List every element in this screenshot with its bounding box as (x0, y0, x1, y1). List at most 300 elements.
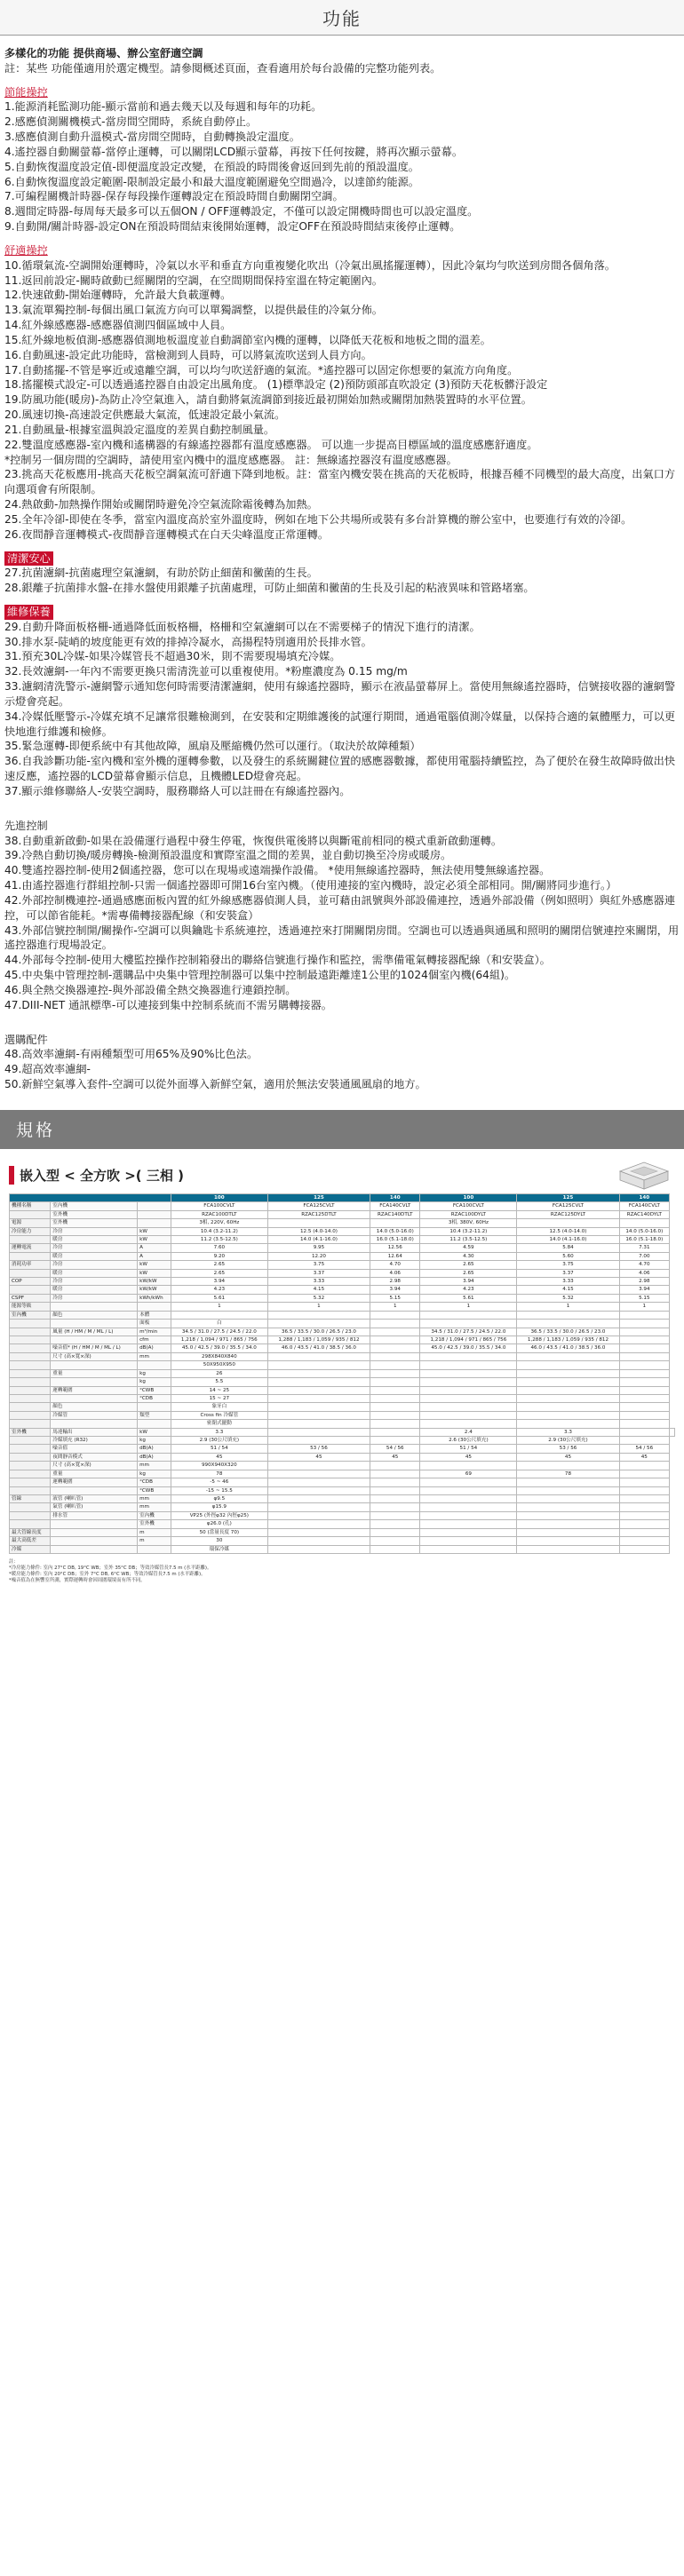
feature-item: 4.遙控器自動關螢幕-當停止運轉，可以關閉LCD顯示螢幕，再按下任何按鍵，將再次顯示螢幕。 (4, 145, 464, 158)
spec-label-cell: 運轉範圍 (51, 1478, 138, 1486)
spec-row (10, 1537, 675, 1545)
spec-value-cell: 45 (370, 1453, 420, 1461)
spec-value-cell: 4.70 (370, 1261, 420, 1269)
spec-label-cell: kW/kW (138, 1286, 171, 1294)
spec-value-cell: φ15.9 (171, 1503, 267, 1511)
spec-value-cell (370, 1495, 420, 1503)
spec-value-cell: Cross fin 冷媒管 (171, 1411, 267, 1419)
spec-value-cell (370, 1369, 420, 1377)
spec-value-cell (370, 1520, 420, 1528)
spec-value-cell (517, 1478, 619, 1486)
spec-value-cell: 5.15 (370, 1294, 420, 1302)
spec-row (10, 1503, 675, 1511)
spec-row (10, 1511, 675, 1519)
spec-value-cell (619, 1320, 669, 1328)
spec-row (10, 1311, 675, 1319)
spec-note: 註： (9, 1558, 19, 1565)
ceiling-cassette-unit-image (613, 1159, 675, 1193)
spec-row (10, 1286, 675, 1294)
spec-row (10, 1411, 675, 1419)
spec-label-cell (10, 1437, 51, 1445)
spec-value-cell (370, 1486, 420, 1494)
spec-value-cell (619, 1537, 669, 1545)
spec-row (10, 1269, 675, 1277)
spec-value-cell (370, 1403, 420, 1411)
spec-label-cell: mm (138, 1462, 171, 1470)
spec-value-cell (619, 1462, 669, 1470)
feature-item: 49.超高效率濾網- (4, 1063, 91, 1076)
spec-label-cell (138, 1420, 171, 1428)
feature-item: 44.外部每令控制-使用大樓監控操作控制箱發出的聯絡信號進行操作和監控，需準備電氣轉接器配線（和安裝盒）。 (4, 954, 551, 967)
spec-row (10, 1235, 675, 1243)
spec-value-cell: 34.5 / 31.0 / 27.5 / 24.5 / 22.0 (171, 1328, 267, 1336)
spec-value-cell (420, 1528, 517, 1536)
spec-value-cell: 14.0 (4.1-16.0) (517, 1235, 619, 1243)
spec-value-cell: 3.37 (517, 1269, 619, 1277)
spec-value-cell (370, 1537, 420, 1545)
spec-value-cell (619, 1344, 669, 1352)
spec-value-cell (267, 1369, 370, 1377)
spec-label-cell: kg (138, 1378, 171, 1386)
spec-value-cell (420, 1320, 517, 1328)
spec-title-row (9, 1158, 675, 1193)
spec-value-cell (420, 1520, 517, 1528)
spec-label-cell: 馬達輸出 (51, 1428, 138, 1436)
spec-value-cell (370, 1336, 420, 1344)
spec-value-cell: 12.20 (267, 1252, 370, 1260)
spec-label-cell: °CDB (138, 1478, 171, 1486)
spec-value-cell: 3.94 (171, 1278, 267, 1286)
spec-value-cell: 2.9 (30公尺填充) (517, 1437, 619, 1445)
spec-value-cell: 2.65 (171, 1261, 267, 1269)
spec-value-cell: 10.4 (3.2-11.2) (420, 1227, 517, 1235)
spec-value-cell (267, 1511, 370, 1519)
spec-label-cell: 電源 (10, 1219, 51, 1227)
spec-value-cell (619, 1411, 669, 1419)
spec-value-cell: 26 (171, 1369, 267, 1377)
spec-row (10, 1437, 675, 1445)
spec-label-cell (10, 1269, 51, 1277)
feature-item: 15.紅外線地板偵測-感應器偵測地板溫度並自動調節室內機的運轉，以降低天花板和地板之間的溫差。 (4, 333, 491, 346)
spec-value-cell: φ9.5 (171, 1495, 267, 1503)
spec-value-cell: 45 (517, 1453, 619, 1461)
spec-section (0, 1149, 684, 1584)
feature-item: 34.冷媒低壓警示-冷媒充填不足讓常很難檢測到，在安裝和定期維護後的試運行期間，通過電腦偵測冷媒量，以保持合適的氣體壓力，可以更快地進行維護和檢修。 (4, 709, 676, 738)
spec-value-cell (619, 1545, 669, 1553)
spec-label-cell (51, 1320, 138, 1328)
spec-value-cell: 7.31 (619, 1244, 669, 1252)
spec-value-cell: 4.06 (619, 1269, 669, 1277)
spec-value-cell (517, 1520, 619, 1528)
spec-value-cell (517, 1369, 619, 1377)
spec-value-cell: 30 (171, 1537, 267, 1545)
spec-label-cell: 液管 (喇叭管) (51, 1495, 138, 1503)
spec-label-cell: 室外機 (51, 1210, 138, 1218)
spec-value-cell: 16.0 (5.1-18.0) (619, 1235, 669, 1243)
feature-item: 5.自動恢復溫度設定值-即便溫度設定改變，在預設的時間後會返回到先前的預設溫度。 (4, 160, 419, 173)
spec-col-header: 140 (370, 1193, 420, 1201)
spec-label-cell: kg (138, 1369, 171, 1377)
page-header (0, 0, 684, 36)
spec-value-cell: 1 (267, 1303, 370, 1311)
spec-value-cell: 2.98 (619, 1278, 669, 1286)
spec-value-cell: 45 (267, 1453, 370, 1461)
spec-row (10, 1202, 675, 1210)
feature-item: 33.濾網清洗警示-濾網警示通知您何時需要清潔濾網，使用有線遙控器時，顯示在液晶螢幕屏上。當使用無線遙控器時，信號接收器的濾網警示燈會亮起。 (4, 680, 676, 708)
spec-value-cell (517, 1511, 619, 1519)
spec-value-cell: 4.06 (370, 1269, 420, 1277)
spec-row (10, 1210, 675, 1218)
spec-value-cell (267, 1528, 370, 1536)
feature-item: 2.感應偵測關機模式-當房間空閒時，系統自動停止。 (4, 115, 258, 129)
spec-value-cell: 54 / 56 (370, 1445, 420, 1453)
spec-row (10, 1478, 675, 1486)
spec-label-cell (138, 1210, 171, 1218)
spec-header-blank (10, 1193, 171, 1201)
spec-value-cell (517, 1528, 619, 1536)
spec-label-cell: kW (138, 1227, 171, 1235)
spec-label-cell: 暖房 (51, 1286, 138, 1294)
spec-value-cell (267, 1403, 370, 1411)
spec-value-cell: 46.0 / 43.5 / 41.0 / 38.5 / 36.0 (517, 1344, 619, 1352)
spec-label-cell: 暖房 (51, 1235, 138, 1243)
spec-row (10, 1278, 675, 1286)
feature-item: 20.風速切換-高速設定供應最大氣流，低速設定最小氣流。 (4, 408, 286, 422)
spec-value-cell (619, 1528, 669, 1536)
spec-label-cell (10, 1453, 51, 1461)
spec-label-cell: 室外機 (51, 1219, 138, 1227)
spec-row (10, 1386, 675, 1394)
feature-item: 24.熱啟動-加熱操作開始或關閉時避免冷空氣流除霜後轉為加熱。 (4, 498, 318, 511)
spec-value-cell: -5 ~ 46 (171, 1478, 267, 1486)
spec-value-cell: 36.5 / 33.5 / 30.0 / 26.5 / 23.0 (267, 1328, 370, 1336)
spec-label-cell: dB(A) (138, 1445, 171, 1453)
spec-value-cell: RZAC100DTLT (171, 1210, 267, 1218)
spec-value-cell: 3.37 (267, 1269, 370, 1277)
spec-value-cell (517, 1219, 619, 1227)
spec-label-cell (138, 1303, 171, 1311)
feature-item: 17.自動搖擺-不管是寧近或遠離空調，可以均勻吹送舒適的氣流。*遙控器可以固定你想要的氣流方向角度。 (4, 363, 519, 376)
spec-value-cell (267, 1394, 370, 1402)
spec-label-cell: CSPF (10, 1294, 51, 1302)
feature-item: 45.中央集中管理控制-選購品中央集中管理控制器可以集中控制最遠距離達1公里的1024個室內機(64組)。 (4, 969, 516, 982)
spec-label-cell: 顏色 (51, 1311, 138, 1319)
spec-label-cell (10, 1320, 51, 1328)
spec-label-cell: 冷房 (51, 1244, 138, 1252)
spec-value-cell (267, 1420, 370, 1428)
spec-value-cell: 12.5 (4.0-14.0) (267, 1227, 370, 1235)
spec-row (10, 1320, 675, 1328)
spec-row (10, 1428, 675, 1436)
spec-value-cell: FCA100CVLT (420, 1202, 517, 1210)
spec-label-cell (10, 1503, 51, 1511)
spec-label-cell: 冷媒填充 (R32) (51, 1437, 138, 1445)
spec-note: *暖房能力條件: 室內 20°C DB；室外 7°C DB, 6°C WB；等效冷媒管長7.5 m (水平距離)。 (9, 1572, 206, 1577)
spec-value-cell (267, 1386, 370, 1394)
spec-label-cell (10, 1386, 51, 1394)
spec-value-cell (517, 1537, 619, 1545)
spec-value-cell: FCA125CVLT (517, 1202, 619, 1210)
spec-label-cell (10, 1420, 51, 1428)
spec-value-cell: 1,218 / 1,094 / 971 / 865 / 756 (420, 1336, 517, 1344)
feature-item: 25.全年冷卻-即使在冬季，當室內溫度高於室外溫度時，例如在地下公共場所或裝有多台計算機的辦公室中，也要進行有效的冷卻。 (4, 512, 632, 526)
spec-value-cell: 14.0 (5.0-16.0) (370, 1227, 420, 1235)
feature-item: 39.冷熱自動切換/暖房轉換-檢測預設溫度和實際室溫之間的差異，並自動切換至冷房或暖房。 (4, 849, 452, 862)
spec-label-cell: °CWB (138, 1386, 171, 1394)
spec-value-cell (517, 1361, 619, 1369)
feature-item: 14.紅外線感應器-感應器偵測四個區域中人員。 (4, 319, 232, 332)
spec-label-cell (51, 1545, 138, 1553)
spec-value-cell (267, 1352, 370, 1360)
spec-label-cell (138, 1361, 171, 1369)
section-title: 清潔安心 (4, 551, 53, 567)
spec-value-cell (267, 1537, 370, 1545)
spec-value-cell: φ26.0 (孔) (171, 1520, 267, 1528)
spec-label-cell: 冷媒管 (51, 1411, 138, 1419)
spec-label-cell: 機種名稱 (10, 1202, 51, 1210)
spec-label-cell (138, 1403, 171, 1411)
page-title: 功能 (322, 8, 362, 29)
spec-row (10, 1261, 675, 1269)
section-title: 維修保養 (4, 605, 53, 620)
spec-row (10, 1344, 675, 1352)
spec-value-cell: 5.32 (517, 1294, 619, 1302)
spec-value-cell: 14.0 (5.0-16.0) (619, 1227, 669, 1235)
spec-label-cell: cfm (138, 1336, 171, 1344)
spec-row (10, 1361, 675, 1369)
spec-value-cell: 16.0 (5.1-18.0) (370, 1235, 420, 1243)
spec-label-cell: 面板 (138, 1320, 171, 1328)
spec-value-cell (619, 1403, 669, 1411)
spec-value-cell (619, 1511, 669, 1519)
spec-value-cell (619, 1478, 669, 1486)
spec-label-cell: 暖房 (51, 1269, 138, 1277)
spec-label-cell: kW (138, 1428, 171, 1436)
spec-value-cell (619, 1336, 669, 1344)
spec-value-cell: 12.56 (370, 1244, 420, 1252)
spec-value-cell (267, 1545, 370, 1553)
spec-label-cell: 冷房 (51, 1278, 138, 1286)
spec-label-cell: 室內機 (138, 1511, 171, 1519)
spec-col-header: 100 (420, 1193, 517, 1201)
spec-value-cell: 11.2 (3.5-12.5) (171, 1235, 267, 1243)
spec-value-cell: 990X940X320 (171, 1462, 267, 1470)
spec-label-cell: 能源等級 (10, 1303, 51, 1311)
spec-value-cell: 14.0 (4.1-16.0) (267, 1235, 370, 1243)
spec-label-cell (10, 1411, 51, 1419)
spec-value-cell (420, 1478, 517, 1486)
spec-value-cell (370, 1528, 420, 1536)
feature-item: 35.緊急運轉-即便系統中有其他故障，風扇及壓縮機仍然可以運行。（取決於故障種類） (4, 740, 421, 753)
spec-label-cell (10, 1352, 51, 1360)
spec-value-cell: RZAC140DYLT (619, 1210, 669, 1218)
spec-value-cell: FCA100CVLT (171, 1202, 267, 1210)
spec-label-cell (10, 1344, 51, 1352)
spec-value-cell: 53 / 56 (517, 1445, 619, 1453)
spec-value-cell (517, 1495, 619, 1503)
spec-value-cell: FCA125CVLT (267, 1202, 370, 1210)
spec-value-cell (517, 1462, 619, 1470)
spec-value-cell: 白 (171, 1320, 267, 1328)
spec-label-cell: 最大高低差 (10, 1537, 51, 1545)
feature-sections (4, 76, 680, 1092)
spec-value-cell (370, 1478, 420, 1486)
spec-label-cell (10, 1486, 51, 1494)
feature-item: 19.防風功能(暖房)-為防止冷空氣進入，請自動將氣流調節到接近最初開始加熱或關閉加熱裝置時的水平位置。 (4, 393, 532, 407)
spec-value-cell (370, 1328, 420, 1336)
spec-label-cell: m (138, 1537, 171, 1545)
spec-label-cell (51, 1486, 138, 1494)
spec-value-cell: 4.59 (420, 1244, 517, 1252)
spec-value-cell (619, 1495, 669, 1503)
feature-item: 31.預充30L冷媒-如果冷媒管長不超過30米，則不需要現場填充冷媒。 (4, 650, 341, 663)
spec-value-cell: 4.15 (267, 1286, 370, 1294)
spec-value-cell (517, 1545, 619, 1553)
feature-item: 30.排水泵-陡峭的坡度能更有效的排掉冷凝水，高揚程特別適用於長排水管。 (4, 635, 372, 648)
spec-value-cell: 54 / 56 (619, 1445, 669, 1453)
spec-value-cell (420, 1369, 517, 1377)
spec-label-cell: 重量 (51, 1369, 138, 1377)
spec-value-cell (420, 1361, 517, 1369)
spec-value-cell (619, 1420, 669, 1428)
spec-value-cell: 51 / 54 (171, 1445, 267, 1453)
feature-item: 23.挑高天花板應用-挑高天花板空調氣流可舒適下降到地板。註：當室內機安裝在挑高的天花板時，根據吾種不同機型的最大高度，出氣口方向選項會有所限制。 (4, 468, 676, 496)
spec-value-cell: RZAC125DTLT (267, 1210, 370, 1218)
spec-row (10, 1470, 675, 1478)
spec-value-cell: 45.0 / 42.5 / 39.0 / 35.5 / 34.0 (171, 1344, 267, 1352)
spec-label-cell: 室外機 (138, 1520, 171, 1528)
spec-label-cell: 冷媒 (10, 1545, 51, 1553)
spec-value-cell (267, 1428, 370, 1436)
spec-label-cell (51, 1394, 138, 1402)
feature-item: 10.循環氣流-空調開始運轉時，冷氣以水平和垂直方向重複變化吹出（冷氣出風搖擺運轉），因此冷氣均勻吹送到房間各個角落。 (4, 258, 616, 272)
spec-label-cell: 排水管 (51, 1511, 138, 1519)
feature-item: 8.週間定時器-每周每天最多可以五個ON / OFF運轉設定，不僅可以設定開機時間也可以設定溫度。 (4, 205, 479, 218)
spec-value-cell (267, 1503, 370, 1511)
spec-value-cell: 50 (當量長度 70) (171, 1528, 267, 1536)
spec-row (10, 1545, 675, 1553)
spec-label-cell: 尺寸 (高×寬×深) (51, 1462, 138, 1470)
spec-value-cell: 36.5 / 33.5 / 30.0 / 26.5 / 23.0 (517, 1328, 619, 1336)
spec-value-cell: 環保冷媒 (171, 1545, 267, 1553)
spec-value-cell: 50X950X950 (171, 1361, 267, 1369)
spec-value-cell (370, 1503, 420, 1511)
spec-value-cell: 2.65 (171, 1269, 267, 1277)
spec-label-cell (10, 1235, 51, 1243)
spec-value-cell: 2.65 (420, 1269, 517, 1277)
spec-label-cell: kg (138, 1470, 171, 1478)
spec-value-cell (267, 1478, 370, 1486)
spec-row (10, 1369, 675, 1377)
spec-value-cell: 1 (619, 1303, 669, 1311)
spec-col-header: 100 (171, 1193, 267, 1201)
spec-value-cell: FCA140CVLT (619, 1202, 669, 1210)
spec-label-cell: 消耗功率 (10, 1261, 51, 1269)
spec-label-cell: dB(A) (138, 1344, 171, 1352)
spec-label-cell: 運轉範圍 (51, 1386, 138, 1394)
spec-value-cell (517, 1378, 619, 1386)
spec-value-cell (517, 1394, 619, 1402)
spec-row (10, 1520, 675, 1528)
spec-label-cell: 冷房 (51, 1261, 138, 1269)
spec-row (10, 1219, 675, 1227)
spec-label-cell: 最大管線長度 (10, 1528, 51, 1536)
feature-item: 46.與全熱交換器連控-與外部設備全熱交換器進行連鎖控制。 (4, 983, 297, 996)
spec-note: *冷房能力條件: 室內 27°C DB, 19°C WB；室外 35°C DB；等效冷媒管長7.5 m (水平距離)。 (9, 1565, 212, 1571)
spec-value-cell: 4.23 (171, 1286, 267, 1294)
spec-value-cell (619, 1378, 669, 1386)
feature-item: 29.自動升降面板格柵-通過降低面板格柵，格柵和空氣濾網可以在不需要梯子的情況下進行的清潔。 (4, 620, 481, 633)
spec-value-cell (619, 1386, 669, 1394)
spec-row (10, 1303, 675, 1311)
spec-value-cell: 1,288 / 1,183 / 1,059 / 935 / 812 (267, 1336, 370, 1344)
spec-label-cell: kW (138, 1261, 171, 1269)
spec-label-cell: 氣管 (喇叭管) (51, 1503, 138, 1511)
spec-value-cell (420, 1462, 517, 1470)
feature-item: 21.自動風量-根據室溫與設定溫度的差異自動控制風量。 (4, 423, 275, 436)
section-title: 舒適操控 (4, 243, 48, 257)
spec-value-cell: 45 (420, 1453, 517, 1461)
spec-label-cell: 運轉電流 (10, 1244, 51, 1252)
spec-value-cell (370, 1428, 420, 1436)
spec-value-cell (370, 1545, 420, 1553)
spec-row (10, 1495, 675, 1503)
spec-label-cell (10, 1328, 51, 1336)
feature-item: 3.感應偵測自動升溫模式-當房間空閒時，自動轉換設定溫度。 (4, 131, 300, 144)
spec-value-cell: 4.23 (420, 1286, 517, 1294)
spec-label-cell: °CWB (138, 1486, 171, 1494)
spec-value-cell: -15 ~ 15.5 (171, 1486, 267, 1494)
spec-label-cell: 室內機 (10, 1311, 51, 1319)
spec-value-cell (267, 1311, 370, 1319)
spec-value-cell: 1,218 / 1,094 / 971 / 865 / 756 (171, 1336, 267, 1344)
spec-value-cell: 3相, 380V, 60Hz (420, 1219, 517, 1227)
spec-label-cell: A (138, 1252, 171, 1260)
spec-value-cell: 3.75 (517, 1261, 619, 1269)
spec-label-cell: dB(A) (138, 1453, 171, 1461)
spec-value-cell: 7.00 (619, 1252, 669, 1260)
spec-label-cell: kW (138, 1235, 171, 1243)
spec-value-cell (267, 1437, 370, 1445)
spec-value-cell: 46.0 / 43.5 / 41.0 / 38.5 / 36.0 (267, 1344, 370, 1352)
spec-col-header: 125 (517, 1193, 619, 1201)
spec-value-cell: 4.70 (619, 1261, 669, 1269)
spec-value-cell (517, 1486, 619, 1494)
spec-value-cell: 1 (517, 1303, 619, 1311)
spec-label-cell: 類型 (138, 1411, 171, 1419)
spec-label-cell (138, 1202, 171, 1210)
spec-value-cell (420, 1411, 517, 1419)
spec-label-cell: 冷房能力 (10, 1227, 51, 1235)
spec-value-cell (370, 1511, 420, 1519)
spec-label-cell: 冷房 (51, 1227, 138, 1235)
spec-value-cell: 5.32 (267, 1294, 370, 1302)
feature-item: 47.DIII-NET 通訊標準-可以連接到集中控制系統而不需另購轉接器。 (4, 998, 332, 1011)
spec-label-cell: kW/kW (138, 1278, 171, 1286)
spec-label-cell: 室內機 (51, 1202, 138, 1210)
spec-value-cell: 3.33 (267, 1278, 370, 1286)
spec-value-cell (370, 1361, 420, 1369)
spec-value-cell: 45 (171, 1453, 267, 1461)
spec-value-cell (370, 1470, 420, 1478)
spec-value-cell: 5.84 (517, 1244, 619, 1252)
spec-value-cell: 9.95 (267, 1244, 370, 1252)
spec-value-cell (267, 1378, 370, 1386)
spec-value-cell (370, 1386, 420, 1394)
spec-label-cell (10, 1403, 51, 1411)
spec-value-cell (370, 1320, 420, 1328)
section-title: 節能操控 (4, 85, 48, 99)
